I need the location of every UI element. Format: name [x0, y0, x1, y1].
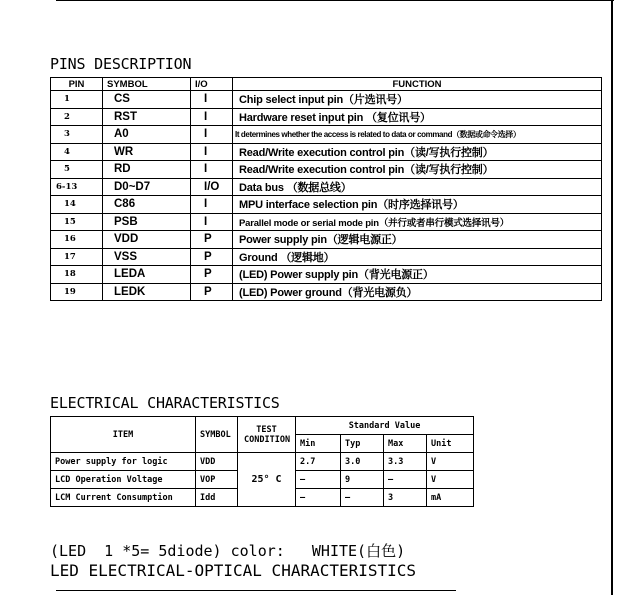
table-row [51, 248, 602, 266]
io-cell: I [191, 108, 233, 126]
io-cell: P [191, 283, 233, 301]
table-row [51, 213, 602, 231]
pin-cell: 5 [51, 161, 103, 179]
led-electrical-optical-title: LED ELECTRICAL-OPTICAL CHARACTERISTICS [50, 561, 417, 580]
symbol-cell: VDD [196, 453, 238, 471]
symbol-cell: A0 [103, 126, 191, 144]
symbol-cell: PSB [103, 213, 191, 231]
pin-cell: 4 [51, 143, 103, 161]
function-cell: Power supply pin（逻辑电源正） [233, 231, 602, 249]
symbol-cell: D0~D7 [103, 178, 191, 196]
function-cell: (LED) Power ground（背光电源负） [233, 283, 602, 301]
header-typ: Typ [341, 435, 384, 453]
test-condition-cell: 25° C [238, 453, 296, 507]
table-row [51, 91, 602, 109]
typ-cell: 3.0 [341, 453, 384, 471]
table-row [51, 143, 602, 161]
function-cell: MPU interface selection pin（时序选择讯号） [233, 196, 602, 214]
electrical-characteristics-table [50, 416, 474, 507]
symbol-cell: VSS [103, 248, 191, 266]
item-cell: Power supply for logic [51, 453, 196, 471]
pin-cell: 17 [51, 248, 103, 266]
table-header-row [51, 78, 602, 91]
unit-cell: V [427, 471, 474, 489]
min-cell: 2.7 [296, 453, 341, 471]
table-row [51, 126, 602, 144]
item-cell: LCD Operation Voltage [51, 471, 196, 489]
table-row [51, 161, 602, 179]
io-cell: P [191, 248, 233, 266]
header-test-condition: TEST CONDITION [238, 417, 296, 453]
symbol-cell: CS [103, 91, 191, 109]
pins-description-title: PINS DESCRIPTION [50, 55, 192, 73]
function-cell: Parallel mode or serial mode pin（并行或者串行模式选择讯号） [233, 213, 602, 231]
header-function: FUNCTION [233, 78, 602, 91]
table-row [51, 178, 602, 196]
io-cell: I [191, 161, 233, 179]
right-border-line [611, 0, 613, 595]
function-cell: Hardware reset input pin （复位讯号） [233, 108, 602, 126]
io-cell: I/O [191, 178, 233, 196]
pin-cell: 6-13 [51, 178, 103, 196]
table-row [51, 453, 474, 471]
function-cell: Data bus （数据总线） [233, 178, 602, 196]
electrical-characteristics-title: ELECTRICAL CHARACTERISTICS [50, 394, 280, 412]
symbol-cell: LEDK [103, 283, 191, 301]
symbol-cell: WR [103, 143, 191, 161]
function-cell: (LED) Power supply pin（背光电源正） [233, 266, 602, 284]
unit-cell: mA [427, 489, 474, 507]
function-cell: It determines whether the access is related to data or command（数据或命令选择） [233, 126, 602, 144]
pin-cell: 1 [51, 91, 103, 109]
function-cell: Read/Write execution control pin（读/写执行控制） [233, 143, 602, 161]
header-item: ITEM [51, 417, 196, 453]
symbol-cell: VDD [103, 231, 191, 249]
min-cell: — [296, 471, 341, 489]
io-cell: I [191, 196, 233, 214]
bottom-rule-line [56, 590, 456, 591]
table-row [51, 283, 602, 301]
header-symbol: SYMBOL [103, 78, 191, 91]
header-unit: Unit [427, 435, 474, 453]
pin-cell: 19 [51, 283, 103, 301]
pin-cell: 16 [51, 231, 103, 249]
typ-cell: 9 [341, 471, 384, 489]
pin-cell: 2 [51, 108, 103, 126]
table-row [51, 231, 602, 249]
header-min: Min [296, 435, 341, 453]
symbol-cell: Idd [196, 489, 238, 507]
header-symbol: SYMBOL [196, 417, 238, 453]
pins-description-table [50, 77, 602, 301]
max-cell: — [384, 471, 427, 489]
backlight-color-line: (LED 1 *5= 5diode) color: WHITE(白色) [50, 542, 406, 560]
io-cell: I [191, 126, 233, 144]
max-cell: 3 [384, 489, 427, 507]
item-cell: LCM Current Consumption [51, 489, 196, 507]
io-cell: I [191, 213, 233, 231]
io-cell: P [191, 266, 233, 284]
symbol-cell: VOP [196, 471, 238, 489]
pin-cell: 15 [51, 213, 103, 231]
io-cell: I [191, 91, 233, 109]
function-cell: Ground （逻辑地） [233, 248, 602, 266]
io-cell: P [191, 231, 233, 249]
header-max: Max [384, 435, 427, 453]
top-border-line [56, 0, 614, 1]
symbol-cell: C86 [103, 196, 191, 214]
symbol-cell: LEDA [103, 266, 191, 284]
max-cell: 3.3 [384, 453, 427, 471]
function-cell: Chip select input pin（片选讯号） [233, 91, 602, 109]
table-row [51, 108, 602, 126]
typ-cell: — [341, 489, 384, 507]
header-pin: PIN [51, 78, 103, 91]
io-cell: I [191, 143, 233, 161]
min-cell: — [296, 489, 341, 507]
pin-cell: 18 [51, 266, 103, 284]
table-row [51, 266, 602, 284]
header-io: I/O [191, 78, 233, 91]
pin-cell: 3 [51, 126, 103, 144]
unit-cell: V [427, 453, 474, 471]
table-row [51, 196, 602, 214]
symbol-cell: RST [103, 108, 191, 126]
pin-cell: 14 [51, 196, 103, 214]
symbol-cell: RD [103, 161, 191, 179]
header-standard-value: Standard Value [296, 417, 474, 435]
function-cell: Read/Write execution control pin（读/写执行控制） [233, 161, 602, 179]
